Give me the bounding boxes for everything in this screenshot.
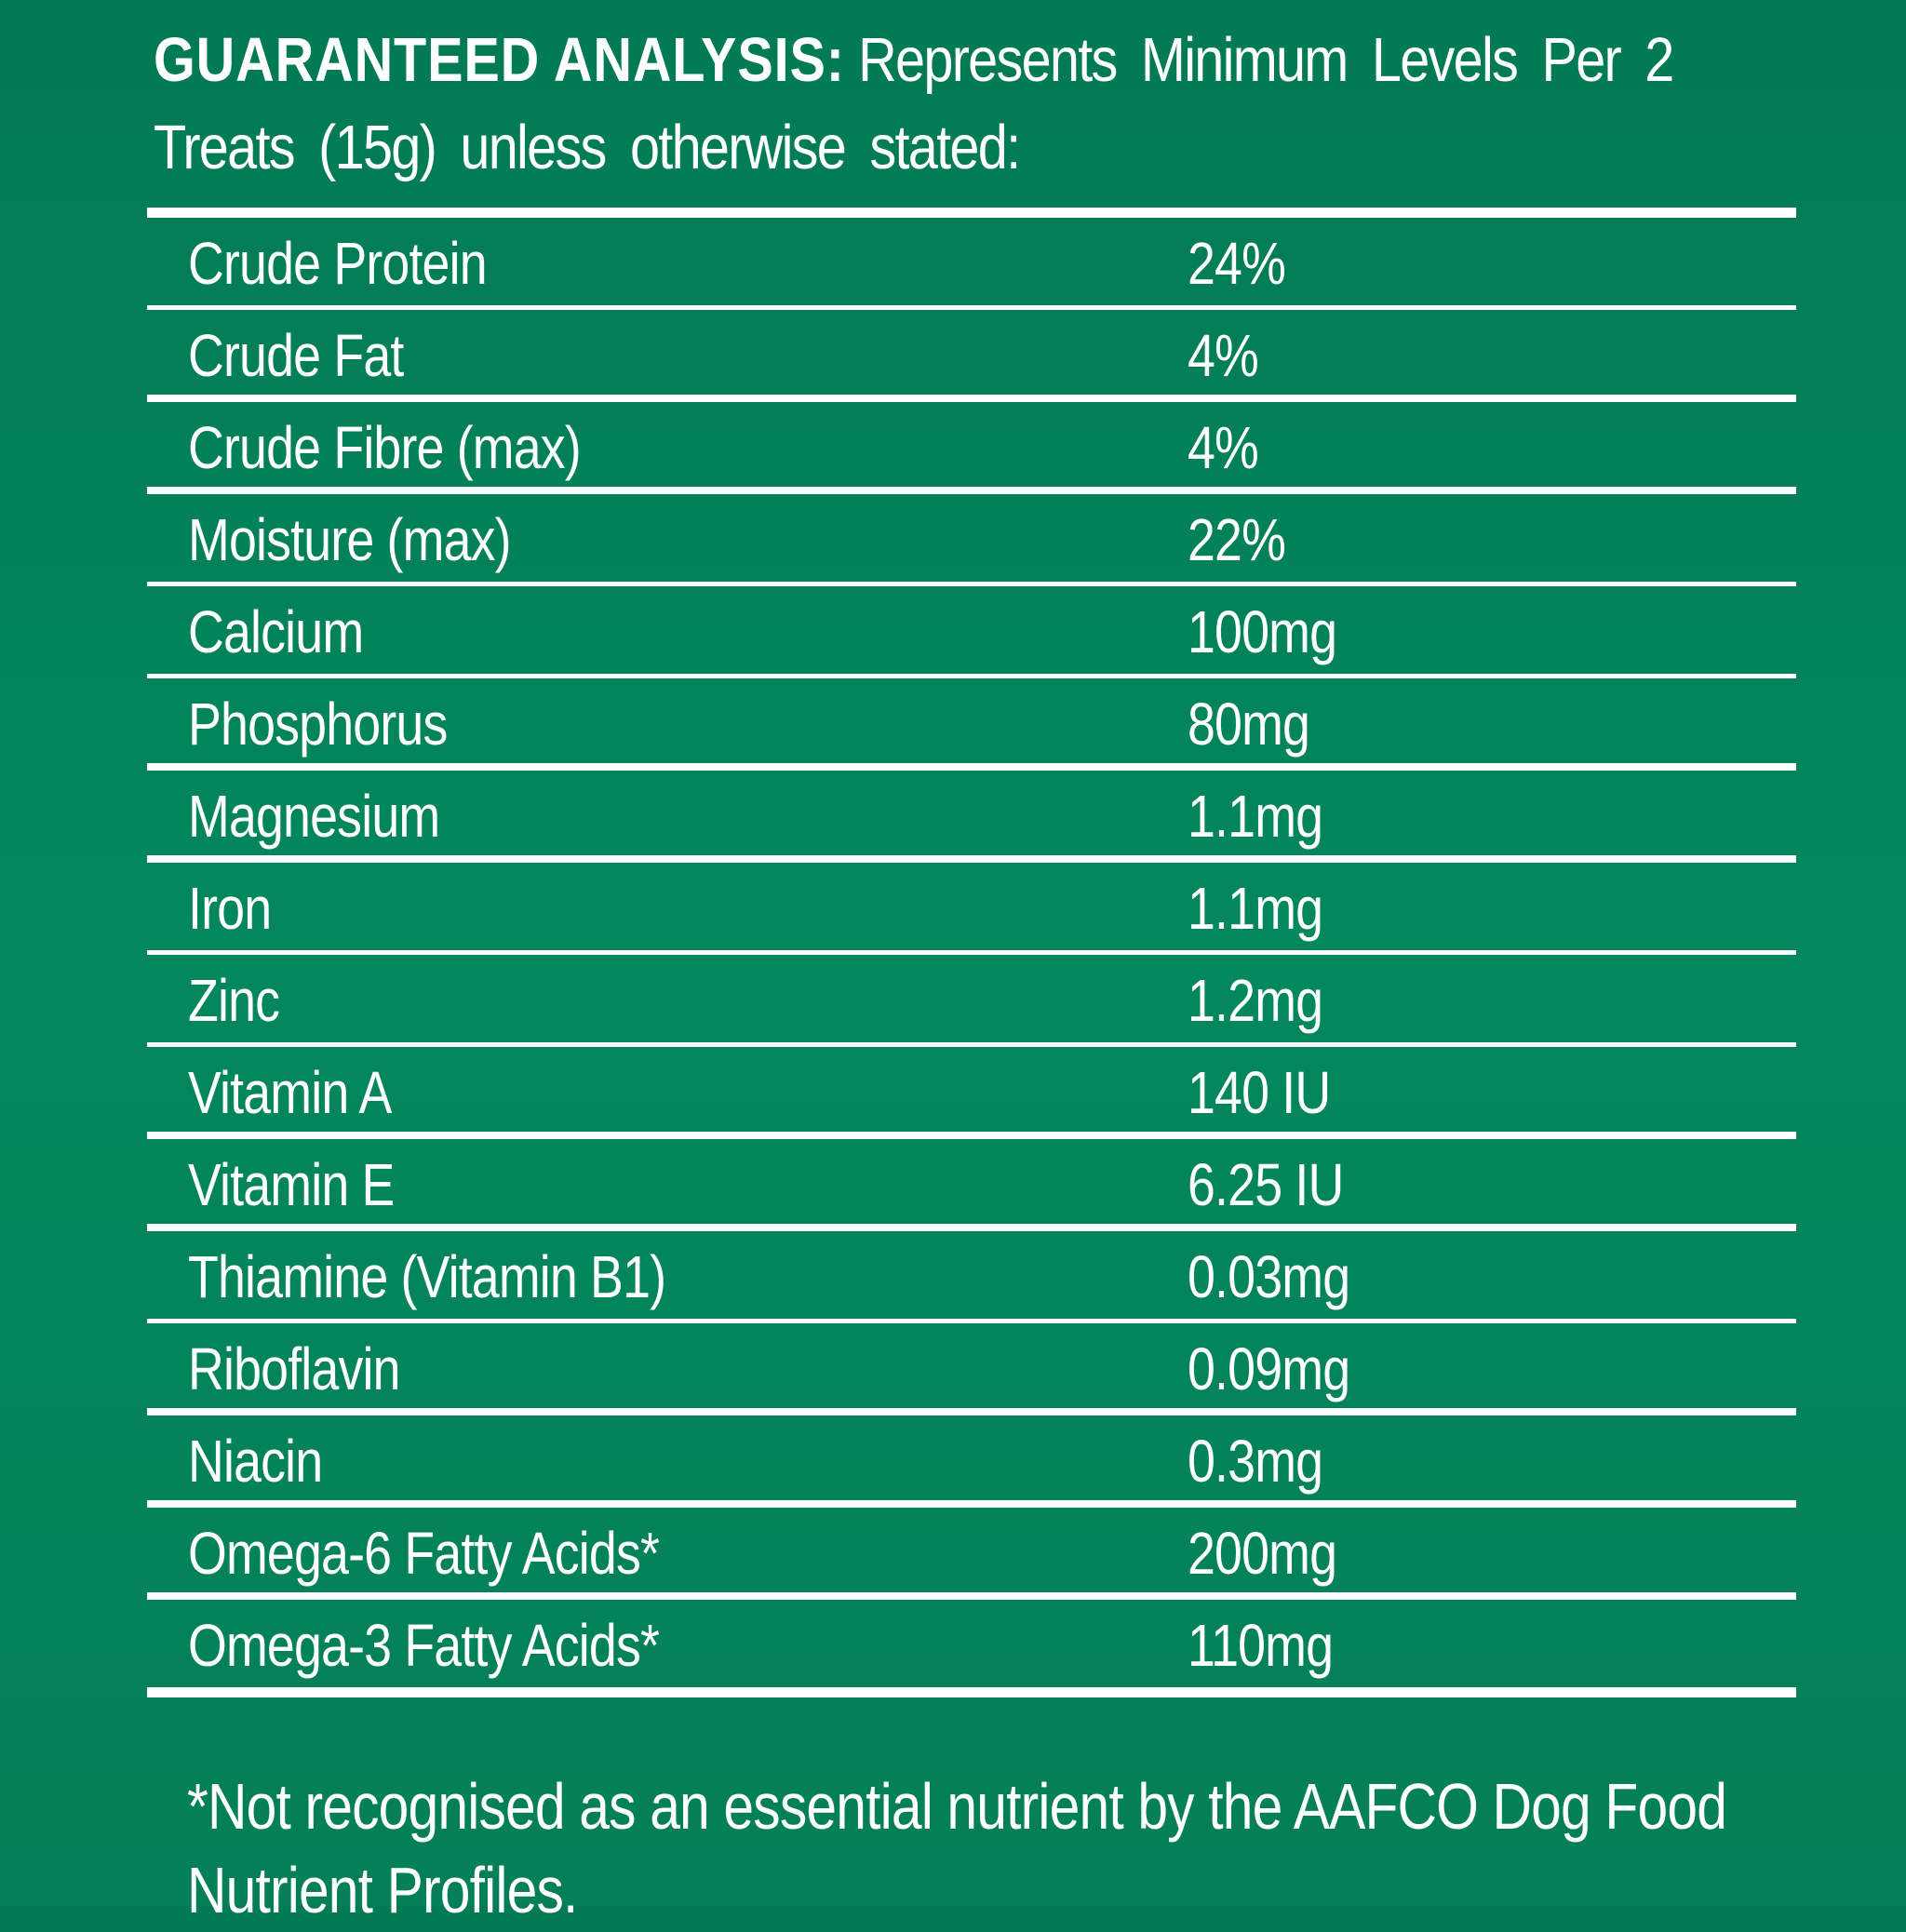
- table-row: [147, 678, 1796, 771]
- nutrient-name: Omega-3 Fatty Acids*: [188, 1612, 660, 1679]
- nutrient-value: 80mg: [1188, 691, 1310, 758]
- nutrient-value: 24%: [1188, 230, 1286, 297]
- table-row: [147, 218, 1796, 310]
- nutrient-value: 1.1mg: [1188, 783, 1323, 850]
- footnote-line-2: Nutrient Profiles.: [187, 1854, 578, 1926]
- nutrient-value: 4%: [1188, 322, 1259, 389]
- nutrient-name: Riboflavin: [188, 1335, 400, 1402]
- nutrient-value: 1.1mg: [1188, 875, 1323, 942]
- aafco-footnote: [187, 1764, 1726, 1932]
- nutrient-name: Iron: [188, 875, 272, 942]
- nutrient-value: 4%: [1188, 414, 1259, 481]
- table-row: [147, 1139, 1796, 1231]
- nutrient-value: 6.25 IU: [1188, 1151, 1344, 1218]
- analysis-heading-bold: GUARANTEED ANALYSIS:: [154, 25, 845, 95]
- nutrient-name: Thiamine (Vitamin B1): [188, 1243, 666, 1310]
- table-row: [147, 1323, 1796, 1415]
- analysis-heading: [154, 17, 1804, 192]
- nutrient-name: Zinc: [188, 967, 280, 1034]
- nutrient-name: Phosphorus: [188, 691, 448, 758]
- nutrient-value: 1.2mg: [1188, 967, 1323, 1034]
- nutrient-value: 140 IU: [1188, 1059, 1331, 1126]
- nutrient-name: Niacin: [188, 1428, 323, 1495]
- nutrient-value: 0.09mg: [1188, 1335, 1350, 1402]
- table-row: [147, 863, 1796, 955]
- table-row: [147, 1415, 1796, 1508]
- table-row: [147, 1231, 1796, 1323]
- table-row: [147, 402, 1796, 494]
- nutrient-value: 100mg: [1188, 598, 1337, 665]
- nutrient-value: 22%: [1188, 506, 1286, 573]
- nutrient-name: Vitamin A: [188, 1059, 392, 1126]
- nutrient-name: Crude Fat: [188, 322, 404, 389]
- table-row: [147, 771, 1796, 863]
- analysis-heading-text: Represents Minimum Levels Per 2 Treats (15g) unless otherwise stated:: [154, 25, 1673, 182]
- nutrient-name: Moisture (max): [188, 506, 511, 573]
- table-row: [147, 1508, 1796, 1600]
- nutrient-name: Magnesium: [188, 783, 440, 850]
- table-row: [147, 955, 1796, 1047]
- table-row: [147, 1600, 1796, 1697]
- nutrient-value: 200mg: [1188, 1520, 1337, 1587]
- table-row: [147, 1047, 1796, 1139]
- nutrient-name: Calcium: [188, 598, 364, 665]
- footnote-line-1: *Not recognised as an essential nutrient by the AAFCO Dog Food: [187, 1770, 1727, 1843]
- analysis-table: [147, 208, 1796, 1697]
- table-row: [147, 586, 1796, 678]
- table-row: [147, 494, 1796, 586]
- nutrient-value: 110mg: [1188, 1612, 1334, 1679]
- nutrient-name: Crude Fibre (max): [188, 414, 581, 481]
- nutrient-value: 0.03mg: [1188, 1243, 1350, 1310]
- nutrient-name: Vitamin E: [188, 1151, 395, 1218]
- nutrient-value: 0.3mg: [1188, 1428, 1323, 1495]
- nutrient-name: Crude Protein: [188, 230, 487, 297]
- nutrient-name: Omega-6 Fatty Acids*: [188, 1520, 660, 1587]
- table-row: [147, 310, 1796, 402]
